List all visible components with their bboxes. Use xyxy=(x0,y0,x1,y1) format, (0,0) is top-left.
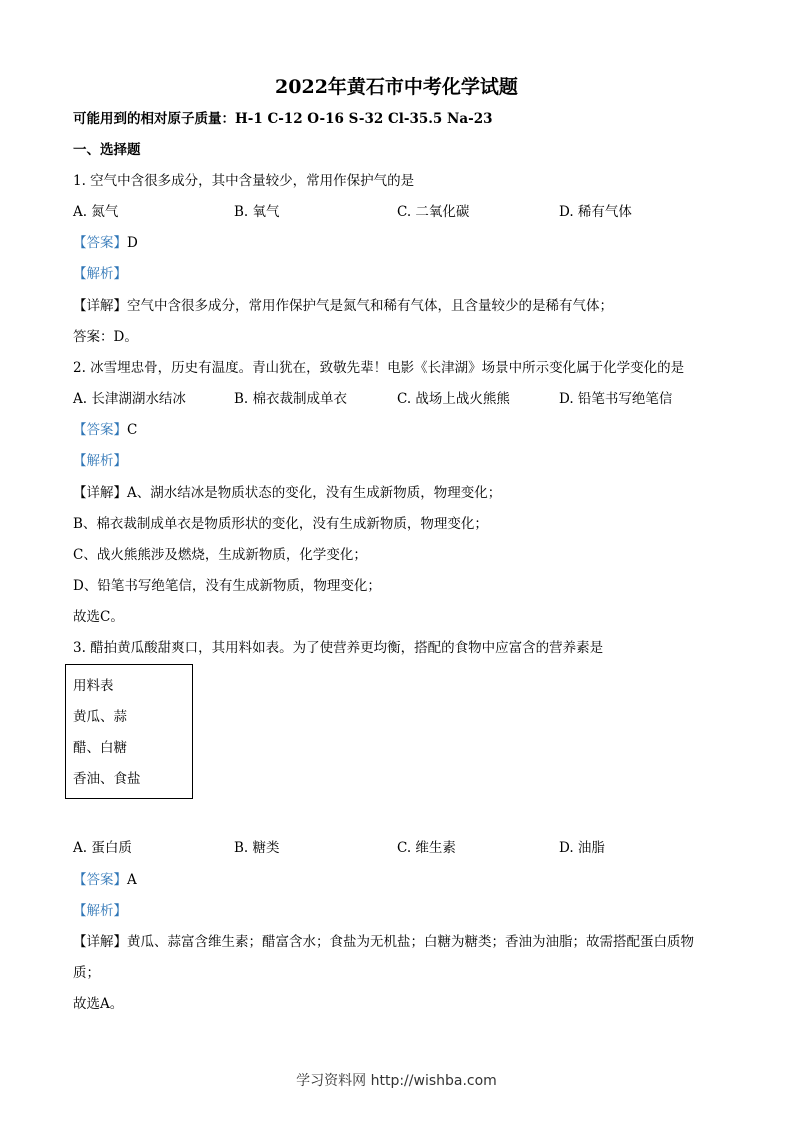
answer-label: 【答案】 xyxy=(73,235,127,251)
q1-answer xyxy=(73,234,138,252)
answer-label: 【答案】 xyxy=(73,872,127,888)
q2-detail-c: C、战火熊熊涉及燃烧，生成新物质，化学变化； xyxy=(73,547,367,563)
atomic-mass-line: 可能用到的相对原子质量：H-1 C-12 O-16 S-32 Cl-35.5 Na-23 xyxy=(73,111,493,127)
q2-option-a: A. 长津湖湖水结冰 xyxy=(73,391,186,407)
q2-detail-b: B、棉衣裁制成单衣是物质形状的变化，没有生成新物质，物理变化； xyxy=(73,516,488,532)
q3-option-d: D. 油脂 xyxy=(559,840,605,856)
q3-analysis-label: 【解析】 xyxy=(73,903,127,919)
q3-conclusion: 故选A。 xyxy=(73,996,124,1012)
table-row: 黄瓜、蒜 xyxy=(73,709,127,725)
answer-value: D xyxy=(127,235,138,251)
q1-conclusion: 答案：D。 xyxy=(73,329,138,345)
answer-label: 【答案】 xyxy=(73,422,127,438)
q2-option-c: C. 战场上战火熊熊 xyxy=(397,391,510,407)
answer-value: A xyxy=(127,872,137,888)
q2-answer xyxy=(73,421,137,439)
q2-conclusion: 故选C。 xyxy=(73,609,124,625)
table-header: 用料表 xyxy=(73,678,114,694)
q2-option-d: D. 铅笔书写绝笔信 xyxy=(559,391,673,407)
q3-option-b: B. 糖类 xyxy=(234,840,280,856)
q1-analysis-label: 【解析】 xyxy=(73,266,127,282)
q1-detail: 【详解】空气中含很多成分，常用作保护气是氮气和稀有气体，且含量较少的是稀有气体； xyxy=(73,298,613,314)
q2-detail-a: 【详解】A、湖水结冰是物质状态的变化，没有生成新物质，物理变化； xyxy=(73,485,502,501)
table-row: 醋、白糖 xyxy=(73,740,127,756)
q3-answer xyxy=(73,871,137,889)
q1-option-c: C. 二氧化碳 xyxy=(397,204,470,220)
q2-option-b: B. 棉衣裁制成单衣 xyxy=(234,391,348,407)
ingredient-table xyxy=(65,664,193,799)
q3-stem: 3. 醋拍黄瓜酸甜爽口，其用料如表。为了使营养更均衡，搭配的食物中应富含的营养素是 xyxy=(73,640,604,656)
q3-option-c: C. 维生素 xyxy=(397,840,456,856)
q1-option-a: A. 氮气 xyxy=(73,204,119,220)
q1-option-b: B. 氧气 xyxy=(234,204,280,220)
answer-value: C xyxy=(127,422,138,438)
q1-option-d: D. 稀有气体 xyxy=(559,204,632,220)
q3-detail-2: 质； xyxy=(73,965,100,981)
table-row: 香油、食盐 xyxy=(73,771,141,787)
section-heading: 一、选择题 xyxy=(73,142,141,158)
q2-stem: 2. 冰雪埋忠骨，历史有温度。青山犹在，致敬先辈！电影《长津湖》场景中所示变化属于化学变化的是 xyxy=(73,360,685,376)
q2-detail-d: D、铅笔书写绝笔信，没有生成新物质，物理变化； xyxy=(73,578,381,594)
footer-watermark: 学习资料网 http://wishba.com xyxy=(296,1073,497,1089)
page-title: 2022年黄石市中考化学试题 xyxy=(275,76,518,98)
q1-stem: 1. 空气中含很多成分，其中含量较少，常用作保护气的是 xyxy=(73,173,415,189)
q3-option-a: A. 蛋白质 xyxy=(73,840,132,856)
q3-detail-1: 【详解】黄瓜、蒜富含维生素；醋富含水；食盐为无机盐；白糖为糖类；香油为油脂；故需搭配蛋白质物 xyxy=(73,934,694,950)
q2-analysis-label: 【解析】 xyxy=(73,453,127,469)
